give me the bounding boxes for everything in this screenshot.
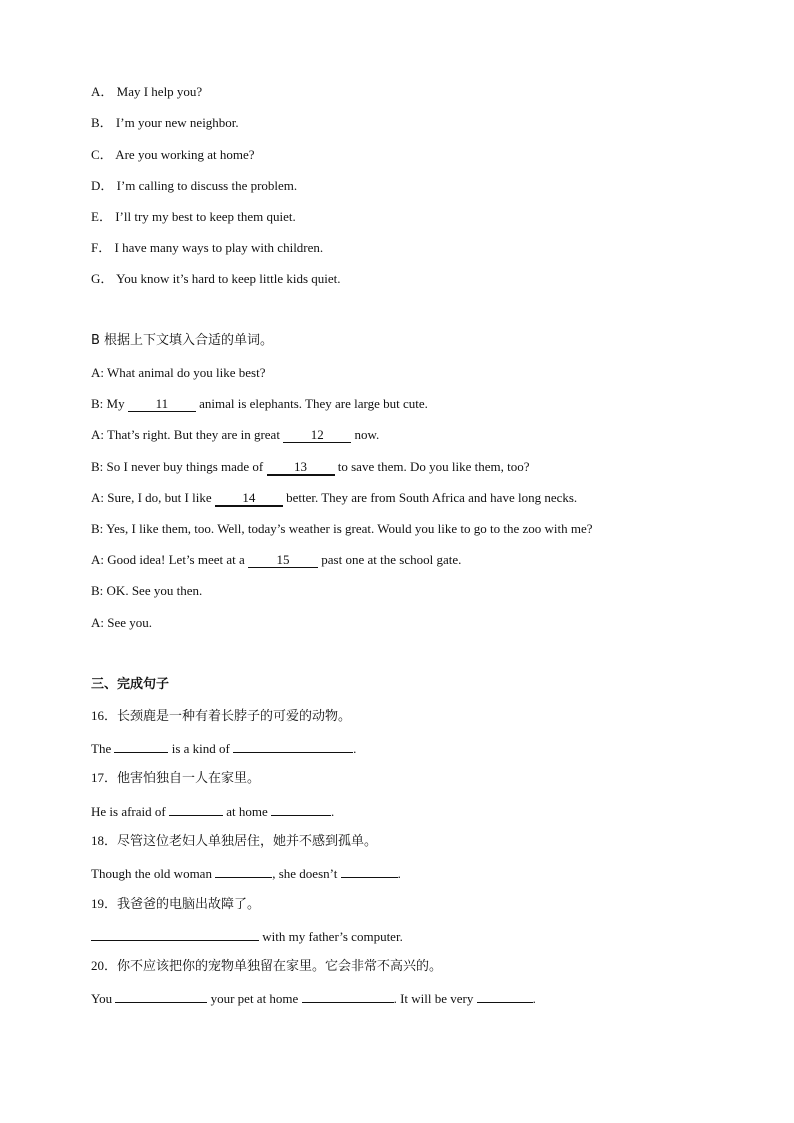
- question-chinese: 尽管这位老妇人单独居住，她并不感到孤单。: [117, 834, 378, 849]
- option-letter: E．: [91, 209, 112, 224]
- question-number: 17．: [91, 770, 118, 785]
- answer-text: is a kind of: [171, 741, 230, 756]
- answer-blank[interactable]: [477, 989, 533, 1003]
- question-20-prompt: [91, 958, 442, 975]
- dialogue-text: to save them. Do you like them, too?: [337, 459, 530, 474]
- speaker: A:: [91, 615, 104, 630]
- dialogue-line-5: [91, 490, 577, 507]
- answer-text: .: [330, 804, 335, 819]
- option-text: May I help you?: [116, 84, 203, 99]
- answer-text: .: [532, 991, 536, 1006]
- answer-text: . It will be very: [393, 991, 474, 1006]
- answer-blank[interactable]: [302, 989, 394, 1003]
- dialogue-text: See you.: [107, 615, 153, 630]
- option-letter: C．: [91, 147, 113, 162]
- option-c: [91, 147, 255, 163]
- option-text: I’m your new neighbor.: [115, 115, 239, 130]
- dialogue-line-9: [91, 615, 152, 631]
- dialogue-text: That’s right. But they are in great: [107, 427, 280, 442]
- blank-14[interactable]: 14: [215, 491, 283, 507]
- question-number: 16．: [91, 708, 118, 723]
- speaker: B:: [91, 396, 104, 411]
- section-b-heading: B 根据上下文填入合适的单词。: [91, 333, 274, 348]
- dialogue-text: animal is elephants. They are large but cute.: [199, 396, 428, 411]
- dialogue-text: So I never buy things made of: [106, 459, 264, 474]
- dialogue-text: better. They are from South Africa and have long necks.: [286, 490, 578, 505]
- question-16-prompt: [91, 708, 351, 725]
- dialogue-text: Sure, I do, but I like: [107, 490, 212, 505]
- option-letter: D．: [91, 178, 114, 193]
- question-chinese: 他害怕独自一人在家里。: [117, 771, 261, 786]
- blank-13[interactable]: 13: [267, 460, 335, 476]
- speaker: A:: [91, 490, 104, 505]
- speaker: A:: [91, 427, 104, 442]
- dialogue-line-3: [91, 427, 379, 443]
- question-number: 18．: [91, 833, 118, 848]
- answer-blank[interactable]: [215, 864, 272, 878]
- answer-blank[interactable]: [341, 864, 398, 878]
- blank-11[interactable]: 11: [128, 397, 196, 412]
- answer-blank[interactable]: [271, 802, 331, 816]
- dialogue-line-7: [91, 552, 461, 568]
- question-17-prompt: [91, 770, 260, 787]
- question-18-prompt: [91, 833, 377, 850]
- option-text: I have many ways to play with children.: [114, 240, 324, 255]
- question-number: 19．: [91, 896, 118, 911]
- question-17-answer: [91, 802, 334, 820]
- answer-text: , she doesn’t: [272, 866, 338, 881]
- option-letter: G．: [91, 271, 114, 286]
- answer-blank[interactable]: [169, 802, 223, 816]
- answer-text: with my father’s computer.: [262, 929, 403, 944]
- answer-blank[interactable]: [114, 739, 168, 753]
- option-text: I’m calling to discuss the problem.: [116, 178, 298, 193]
- question-chinese: 长颈鹿是一种有着长脖子的可爱的动物。: [117, 709, 352, 724]
- answer-text: .: [353, 741, 357, 756]
- option-a: [91, 84, 202, 100]
- question-19-prompt: [91, 896, 260, 913]
- blank-15[interactable]: 15: [248, 553, 318, 568]
- answer-text: You: [91, 991, 113, 1006]
- section-3-heading: 三、完成句子: [91, 677, 170, 692]
- speaker: A:: [91, 552, 104, 567]
- option-b: [91, 115, 239, 131]
- dialogue-text: What animal do you like best?: [107, 365, 266, 380]
- option-letter: F．: [91, 240, 112, 255]
- dialogue-line-4: [91, 459, 529, 476]
- option-g: [91, 271, 341, 287]
- answer-text: .: [397, 866, 401, 881]
- option-d: [91, 178, 297, 194]
- blank-12[interactable]: 12: [283, 428, 351, 443]
- answer-blank[interactable]: [91, 927, 259, 941]
- question-number: 20．: [91, 958, 118, 973]
- answer-blank[interactable]: [233, 739, 353, 753]
- option-f: [91, 240, 323, 256]
- dialogue-text: now.: [354, 427, 380, 442]
- answer-text: The: [91, 741, 112, 756]
- option-letter: B．: [91, 115, 113, 130]
- speaker: B:: [91, 459, 104, 474]
- answer-text: He is afraid of: [91, 804, 166, 819]
- dialogue-line-1: [91, 365, 266, 381]
- question-chinese: 我爸爸的电脑出故障了。: [117, 897, 261, 912]
- speaker: B:: [91, 521, 104, 536]
- answer-blank[interactable]: [115, 989, 207, 1003]
- speaker: A:: [91, 365, 104, 380]
- option-text: Are you working at home?: [115, 147, 255, 162]
- dialogue-text: My: [106, 396, 125, 411]
- option-text: You know it’s hard to keep little kids quiet.: [116, 271, 341, 286]
- dialogue-line-2: [91, 396, 428, 412]
- option-text: I’ll try my best to keep them quiet.: [115, 209, 296, 224]
- dialogue-line-6: [91, 521, 593, 537]
- dialogue-line-8: [91, 583, 202, 599]
- question-20-answer: [91, 989, 536, 1007]
- question-18-answer: [91, 864, 401, 882]
- question-19-answer: [91, 927, 403, 945]
- answer-text: at home: [226, 804, 268, 819]
- dialogue-text: Good idea! Let’s meet at a: [107, 552, 245, 567]
- speaker: B:: [91, 583, 104, 598]
- question-chinese: 你不应该把你的宠物单独留在家里。它会非常不高兴的。: [117, 959, 443, 974]
- dialogue-text: past one at the school gate.: [321, 552, 462, 567]
- question-16-answer: [91, 739, 356, 757]
- dialogue-text: OK. See you then.: [106, 583, 203, 598]
- dialogue-text: Yes, I like them, too. Well, today’s weather is great. Would you like to go to the zoo with me?: [106, 521, 593, 536]
- answer-text: your pet at home: [210, 991, 299, 1006]
- answer-text: Though the old woman: [91, 866, 212, 881]
- option-e: [91, 209, 296, 225]
- option-letter: A．: [91, 84, 114, 99]
